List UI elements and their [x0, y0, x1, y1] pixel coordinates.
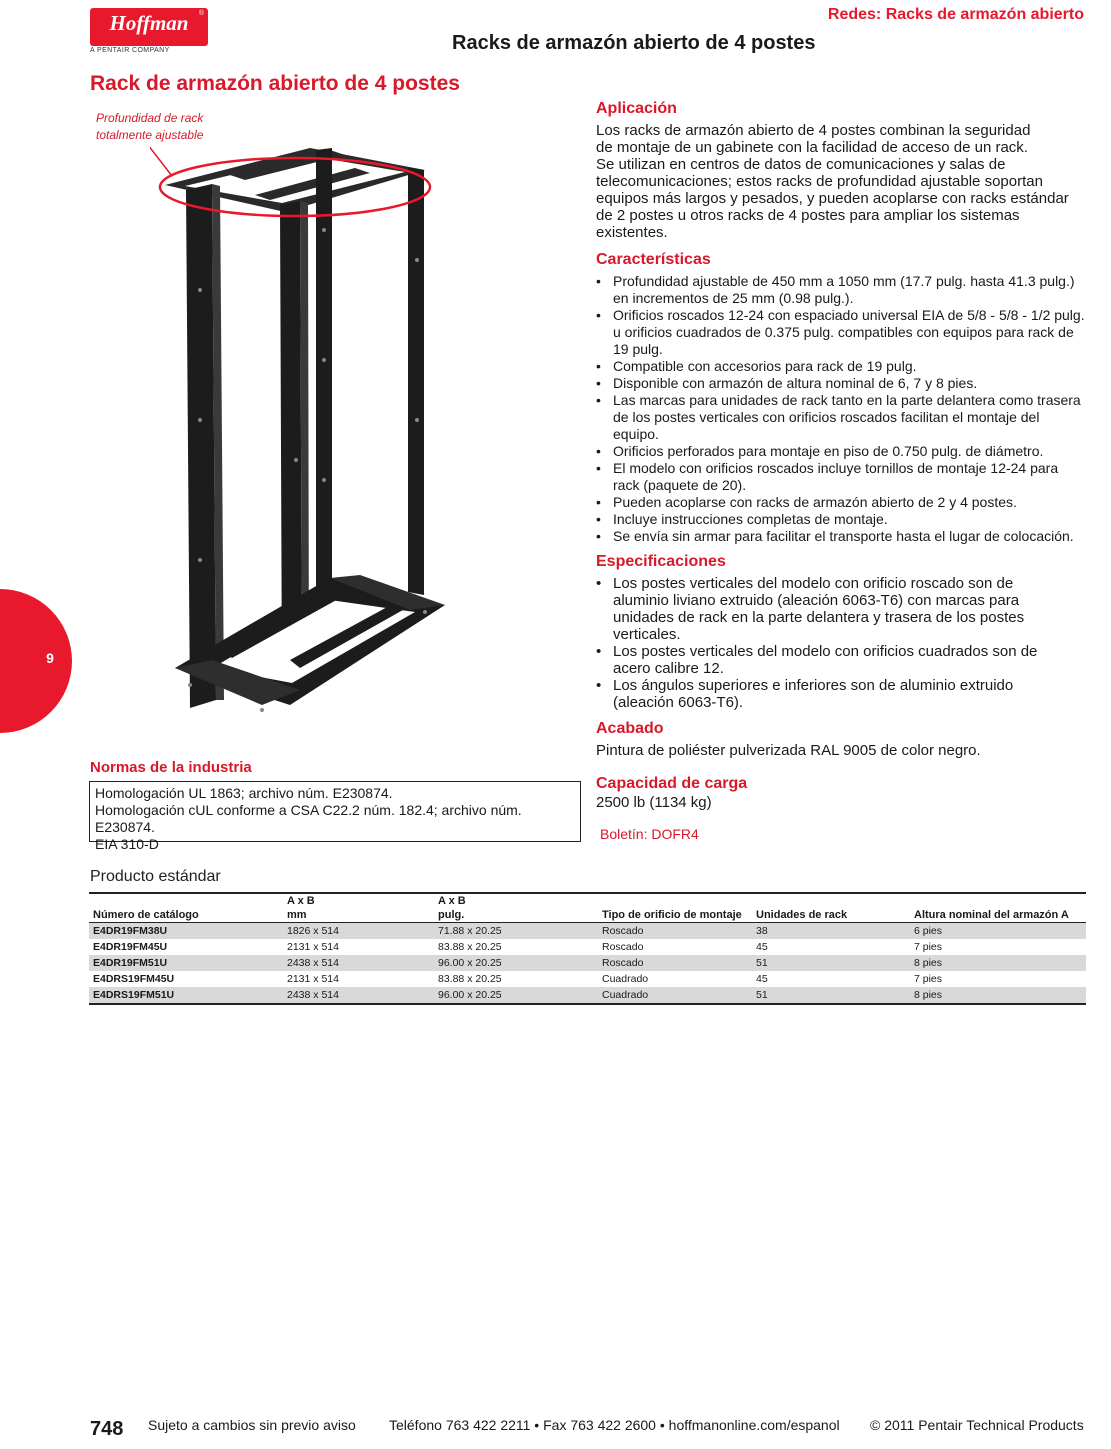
list-item	[596, 273, 1096, 307]
bullet-icon: •	[596, 443, 601, 459]
table-cell: Roscado	[602, 957, 644, 969]
standards-line: Homologación UL 1863; archivo núm. E230874.	[95, 785, 393, 801]
standards-line: EIA 310-D	[95, 836, 159, 852]
table-cell: 2131 x 514	[287, 941, 339, 953]
list-item-line: Se envía sin armar para facilitar el transporte hasta el lugar de colocación.	[613, 528, 1074, 544]
list-item-line: Los ángulos superiores e inferiores son de aluminio extruido	[613, 677, 1014, 694]
table-cell: 83.88 x 20.25	[438, 941, 502, 953]
list-item	[596, 460, 1096, 494]
application-text	[596, 122, 1096, 241]
list-item-line: rack (paquete de 20).	[613, 477, 747, 493]
application-line: equipos más largos y pesados, y pueden acoplarse con racks estándar	[596, 190, 1069, 207]
table-cell: E4DR19FM38U	[93, 925, 168, 937]
table-cell: 2131 x 514	[287, 973, 339, 985]
load-capacity-heading: Capacidad de carga	[596, 775, 748, 792]
load-capacity-text: 2500 lb (1134 kg)	[596, 794, 712, 811]
standards-line: Homologación cUL conforme a CSA C22.2 núm. 182.4; archivo núm. E230874.	[95, 802, 522, 835]
table-cell: E4DRS19FM45U	[93, 973, 175, 985]
header-rack-units: Unidades de rack	[752, 893, 910, 923]
list-item-line: Las marcas para unidades de rack tanto en la parte delantera como trasera	[613, 392, 1081, 408]
rack-illustration	[150, 135, 450, 725]
list-item-line: Profundidad ajustable de 450 mm a 1050 mm (17.7 pulg. hasta 41.3 pulg.)	[613, 273, 1075, 289]
table-cell: 96.00 x 20.25	[438, 957, 502, 969]
table-cell: 51	[756, 989, 768, 1001]
list-item	[596, 375, 1096, 392]
list-item-line: unidades de rack en la parte delantera y trasera de los postes	[613, 609, 1025, 626]
callout-line: totalmente ajustable	[96, 128, 204, 142]
list-item-line: (aleación 6063-T6).	[613, 694, 744, 711]
bullet-icon: •	[596, 511, 601, 527]
table-cell: 2438 x 514	[287, 957, 339, 969]
list-item-line: Orificios perforados para montaje en piso de 0.750 pulg. de diámetro.	[613, 443, 1044, 459]
hoffman-logo	[90, 8, 208, 46]
table-cell: 8 pies	[914, 957, 943, 969]
table-cell: 96.00 x 20.25	[438, 989, 502, 1001]
list-item	[596, 528, 1096, 545]
standards-box	[89, 781, 581, 852]
application-line: Los racks de armazón abierto de 4 postes combinan la seguridad	[596, 122, 1031, 139]
list-item-line: Compatible con accesorios para rack de 19 pulg.	[613, 358, 917, 374]
table-row	[89, 955, 1086, 971]
section-title: Redes: Racks de armazón abierto	[827, 6, 1084, 23]
table-cell: Roscado	[602, 925, 644, 937]
table-cell: 8 pies	[914, 989, 943, 1001]
list-item	[596, 494, 1096, 511]
list-item-line: Orificios roscados 12-24 con espaciado universal EIA de 5/8 - 5/8 - 1/2 pulg.	[613, 307, 1085, 323]
list-item-line: u orificios cuadrados de 0.375 pulg. compatibles con equipos para rack de	[613, 324, 1074, 340]
table-row	[89, 923, 1086, 940]
bullet-icon: •	[596, 358, 601, 374]
page-number: 748	[90, 1418, 124, 1440]
chapter-tab	[0, 589, 72, 733]
bullet-icon: •	[596, 494, 601, 510]
list-item-line: Incluye instrucciones completas de montaje.	[613, 511, 888, 527]
table-cell: 7 pies	[914, 941, 943, 953]
table-cell: E4DR19FM45U	[93, 941, 168, 953]
table-row	[89, 939, 1086, 955]
application-line: existentes.	[596, 224, 668, 241]
logo-subtitle: A PENTAIR COMPANY	[90, 47, 170, 54]
bullet-icon: •	[596, 392, 601, 408]
list-item-line: equipo.	[613, 426, 659, 442]
footer-contact: Teléfono 763 422 2211 • Fax 763 422 2600 • hoffmanonline.com/espanol	[389, 1417, 840, 1433]
list-item	[596, 443, 1096, 460]
list-item	[596, 643, 1096, 677]
application-line: telecomunicaciones; estos racks de profundidad ajustable soportan	[596, 173, 1043, 190]
bullet-icon: •	[596, 273, 601, 289]
table-cell: 7 pies	[914, 973, 943, 985]
application-heading: Aplicación	[596, 100, 677, 117]
table-header-row	[89, 893, 1086, 923]
bulletin-link[interactable]: Boletín: DOFR4	[600, 826, 699, 842]
standards-heading: Normas de la industria	[90, 759, 252, 776]
table-cell: 38	[756, 925, 768, 937]
table-cell: 45	[756, 941, 768, 953]
list-item-line: verticales.	[613, 626, 681, 643]
list-item-line: 19 pulg.	[613, 341, 663, 357]
footer-copyright: © 2011 Pentair Technical Products	[870, 1417, 1084, 1433]
application-line: de montaje de un gabinete con la facilidad de acceso de un rack.	[596, 139, 1028, 156]
product-heading: Rack de armazón abierto de 4 postes	[90, 72, 460, 95]
list-item	[596, 511, 1096, 528]
application-line: de 2 postes u otros racks de 4 postes para ampliar los sistemas	[596, 207, 1020, 224]
table-cell: Roscado	[602, 941, 644, 953]
bullet-icon: •	[596, 677, 602, 694]
logo-wordmark: Hoffman	[109, 11, 189, 35]
table-row	[89, 987, 1086, 1004]
table-cell: 1826 x 514	[287, 925, 339, 937]
list-item-line: Los postes verticales del modelo con orificio roscado son de	[613, 575, 1014, 592]
features-list	[596, 273, 1096, 545]
table-caption: Producto estándar	[90, 868, 221, 885]
bullet-icon: •	[596, 307, 601, 323]
list-item	[596, 358, 1096, 375]
application-line: Se utilizan en centros de datos de comunicaciones y salas de	[596, 156, 1006, 173]
specifications-list	[596, 575, 1096, 711]
finish-text: Pintura de poliéster pulverizada RAL 9005 de color negro.	[596, 742, 981, 759]
bullet-icon: •	[596, 528, 601, 544]
table-row	[89, 971, 1086, 987]
header-nominal-height: Altura nominal del armazón A	[910, 893, 1086, 923]
features-heading: Características	[596, 251, 711, 268]
bullet-icon: •	[596, 575, 602, 592]
table-cell: 51	[756, 957, 768, 969]
table-cell: 71.88 x 20.25	[438, 925, 502, 937]
list-item-line: aluminio liviano extruido (aleación 6063-T6) con marcas para	[613, 592, 1020, 609]
rack-frame-drawing	[150, 145, 445, 712]
bullet-icon: •	[596, 375, 601, 391]
chapter-number: 9	[46, 650, 54, 666]
product-table	[89, 892, 1086, 1005]
list-item-line: acero calibre 12.	[613, 660, 724, 677]
header-catalog-number: Número de catálogo	[89, 893, 283, 923]
header-size-in: A x B pulg.	[434, 893, 598, 923]
bullet-icon: •	[596, 460, 601, 476]
list-item-line: Disponible con armazón de altura nominal de 6, 7 y 8 pies.	[613, 375, 978, 391]
list-item-line: Pueden acoplarse con racks de armazón abierto de 2 y 4 postes.	[613, 494, 1017, 510]
table-cell: 2438 x 514	[287, 989, 339, 1001]
header-mounting-hole-type: Tipo de orificio de montaje	[598, 893, 752, 923]
finish-heading: Acabado	[596, 720, 664, 737]
table-cell: 6 pies	[914, 925, 943, 937]
list-item	[596, 575, 1096, 643]
list-item	[596, 307, 1096, 358]
table-cell: Cuadrado	[602, 989, 649, 1001]
page-title: Racks de armazón abierto de 4 postes	[452, 32, 816, 54]
list-item	[596, 392, 1096, 443]
callout-line: Profundidad de rack	[96, 111, 204, 125]
list-item-line: Los postes verticales del modelo con orificios cuadrados son de	[613, 643, 1038, 660]
list-item-line: en incrementos de 25 mm (0.98 pulg.).	[613, 290, 854, 306]
table-cell: 83.88 x 20.25	[438, 973, 502, 985]
table-cell: Cuadrado	[602, 973, 649, 985]
header-size-mm: A x B mm	[283, 893, 434, 923]
table-cell: 45	[756, 973, 768, 985]
table-cell: E4DR19FM51U	[93, 957, 168, 969]
list-item	[596, 677, 1096, 711]
bullet-icon: •	[596, 643, 602, 660]
list-item-line: de los postes verticales con orificios roscados facilitan el montaje del	[613, 409, 1040, 425]
table-cell: E4DRS19FM51U	[93, 989, 175, 1001]
logo-registered-mark: ®	[198, 10, 204, 17]
specifications-heading: Especificaciones	[596, 553, 726, 570]
list-item-line: El modelo con orificios roscados incluye tornillos de montaje 12-24 para	[613, 460, 1059, 476]
footer-disclaimer: Sujeto a cambios sin previo aviso	[148, 1417, 356, 1433]
